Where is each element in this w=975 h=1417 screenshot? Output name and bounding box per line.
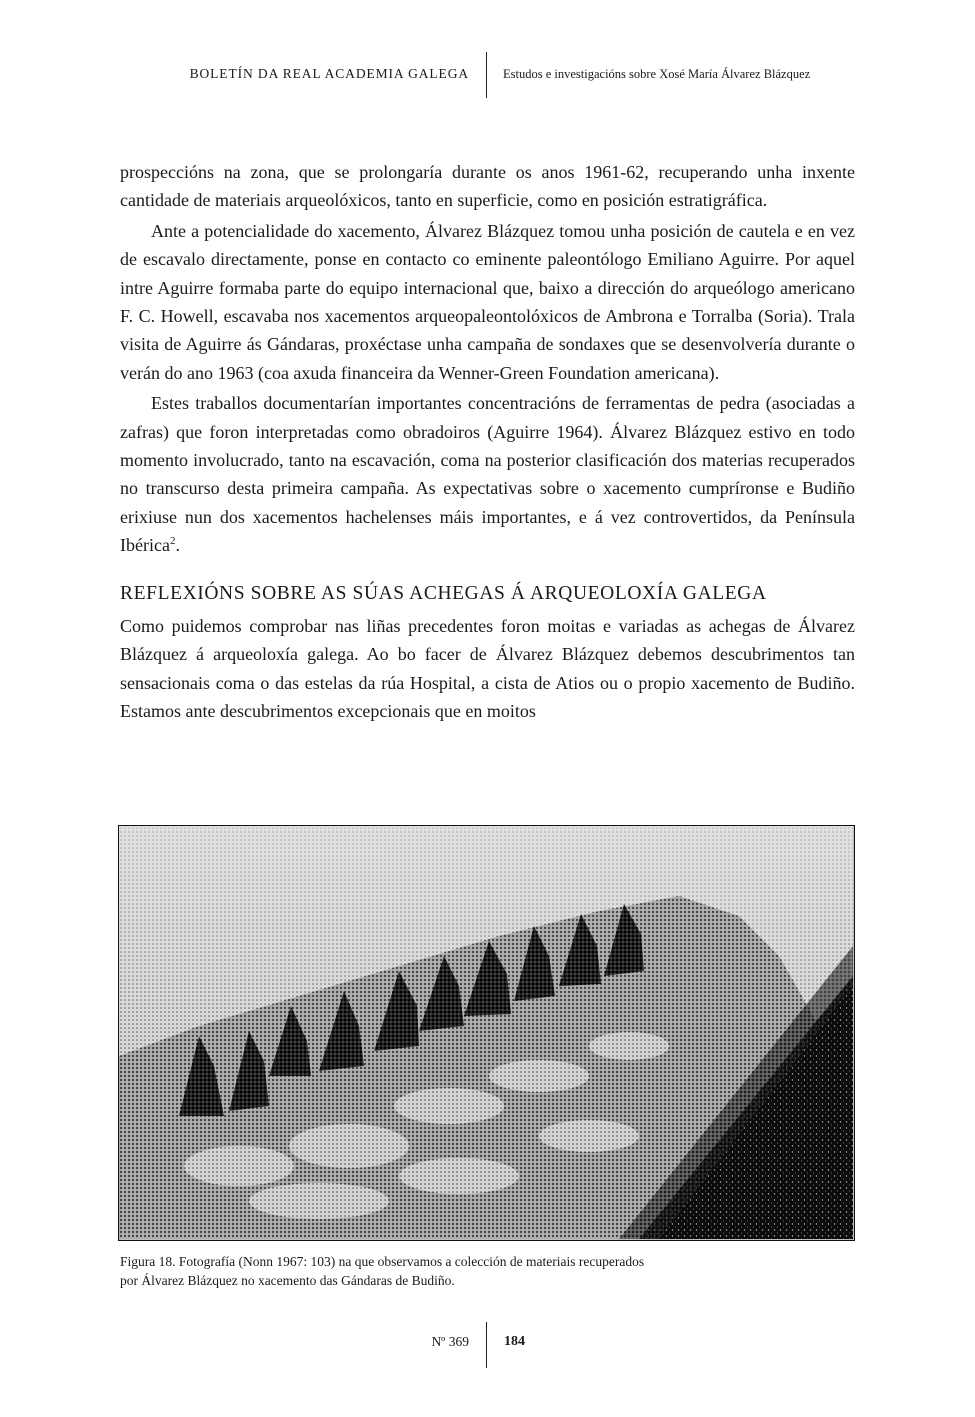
page-number: 184 <box>504 1334 525 1349</box>
article-body <box>120 158 855 727</box>
paragraph-2: Ante a potencialidade do xacemento, Álvarez Blázquez tomou unha posición de cautela e en vez de escavalo directamente, ponse en contacto co eminente paleontólogo Emiliano Aguirre. Por aquel intre Aguirre formaba parte do equipo internacional que, baixo a dirección do arqueólogo americano F. C. Howell, escavaba nos xacementos arqueopaleontolóxicos de Ambrona e Torralba (Soria). Trala visita de Aguirre ás Gándaras, proxéctase unha campaña de sondaxes que se desenvolvería durante o verán do ano 1963 (coa axuda financeira da Wenner-Green Foundation americana). <box>120 220 855 383</box>
section-title: Estudos e investigacións sobre Xosé María Álvarez Blázquez <box>503 67 811 81</box>
halftone-photo <box>119 826 853 1239</box>
paragraph-3-text: Estes traballos documentarían importantes concentracións de ferramentas de pedra (asociadas a zafras) que foron interpretadas como obradoiros (Aguirre 1964). Álvarez Blázquez estivo en todo momento involucrado, tanto na escavación, coma na posterior clasificación dos materias recuperados no transcurso desta primeira campaña. As expectativas sobre o xacemento cumpríronse e Budiño erixiuse nun dos xacementos hachelenses máis importantes, e á vez controvertidos, da Península Ibérica <box>120 393 855 556</box>
paragraph-3-trail: . <box>175 535 180 556</box>
running-head <box>0 52 975 98</box>
section-heading: REFLEXIÓNS SOBRE AS SÚAS ACHEGAS Á ARQUEOLOXÍA GALEGA <box>120 582 767 604</box>
figure-photograph <box>118 825 855 1241</box>
footer-divider <box>486 1322 487 1368</box>
caption-line-2: por Álvarez Blázquez no xacemento das Gándaras de Budiño. <box>120 1273 455 1288</box>
footnote-reference[interactable]: 2 <box>169 535 176 548</box>
header-divider <box>486 52 487 98</box>
paragraph-1: prospeccións na zona, que se prolongaría durante os anos 1961-62, recuperando unha inxente cantidade de materiais arqueolóxicos, tanto en superficie, como en posición estratigráfica. <box>120 162 855 211</box>
page-footer <box>0 1322 975 1368</box>
paragraph-3 <box>120 389 855 559</box>
journal-title: BOLETÍN DA REAL ACADEMIA GALEGA <box>189 66 469 81</box>
paragraph-4: Como puidemos comprobar nas liñas precedentes foron moitas e variadas as achegas de Álvarez Blázquez á arqueoloxía galega. Ao bo facer de Álvarez Blázquez debemos descubrimentos tan sensacionais coma o das estelas da rúa Hospital, a cista de Atios ou o propio xacemento de Budiño. Estamos ante descubrimentos excepcionais que en moitos <box>120 615 855 721</box>
issue-number: Nº 369 <box>431 1334 469 1349</box>
figure-caption <box>120 1252 840 1290</box>
caption-line-1: Figura 18. Fotografía (Nonn 1967: 103) na que observamos a colección de materiais recuperados <box>120 1254 645 1269</box>
